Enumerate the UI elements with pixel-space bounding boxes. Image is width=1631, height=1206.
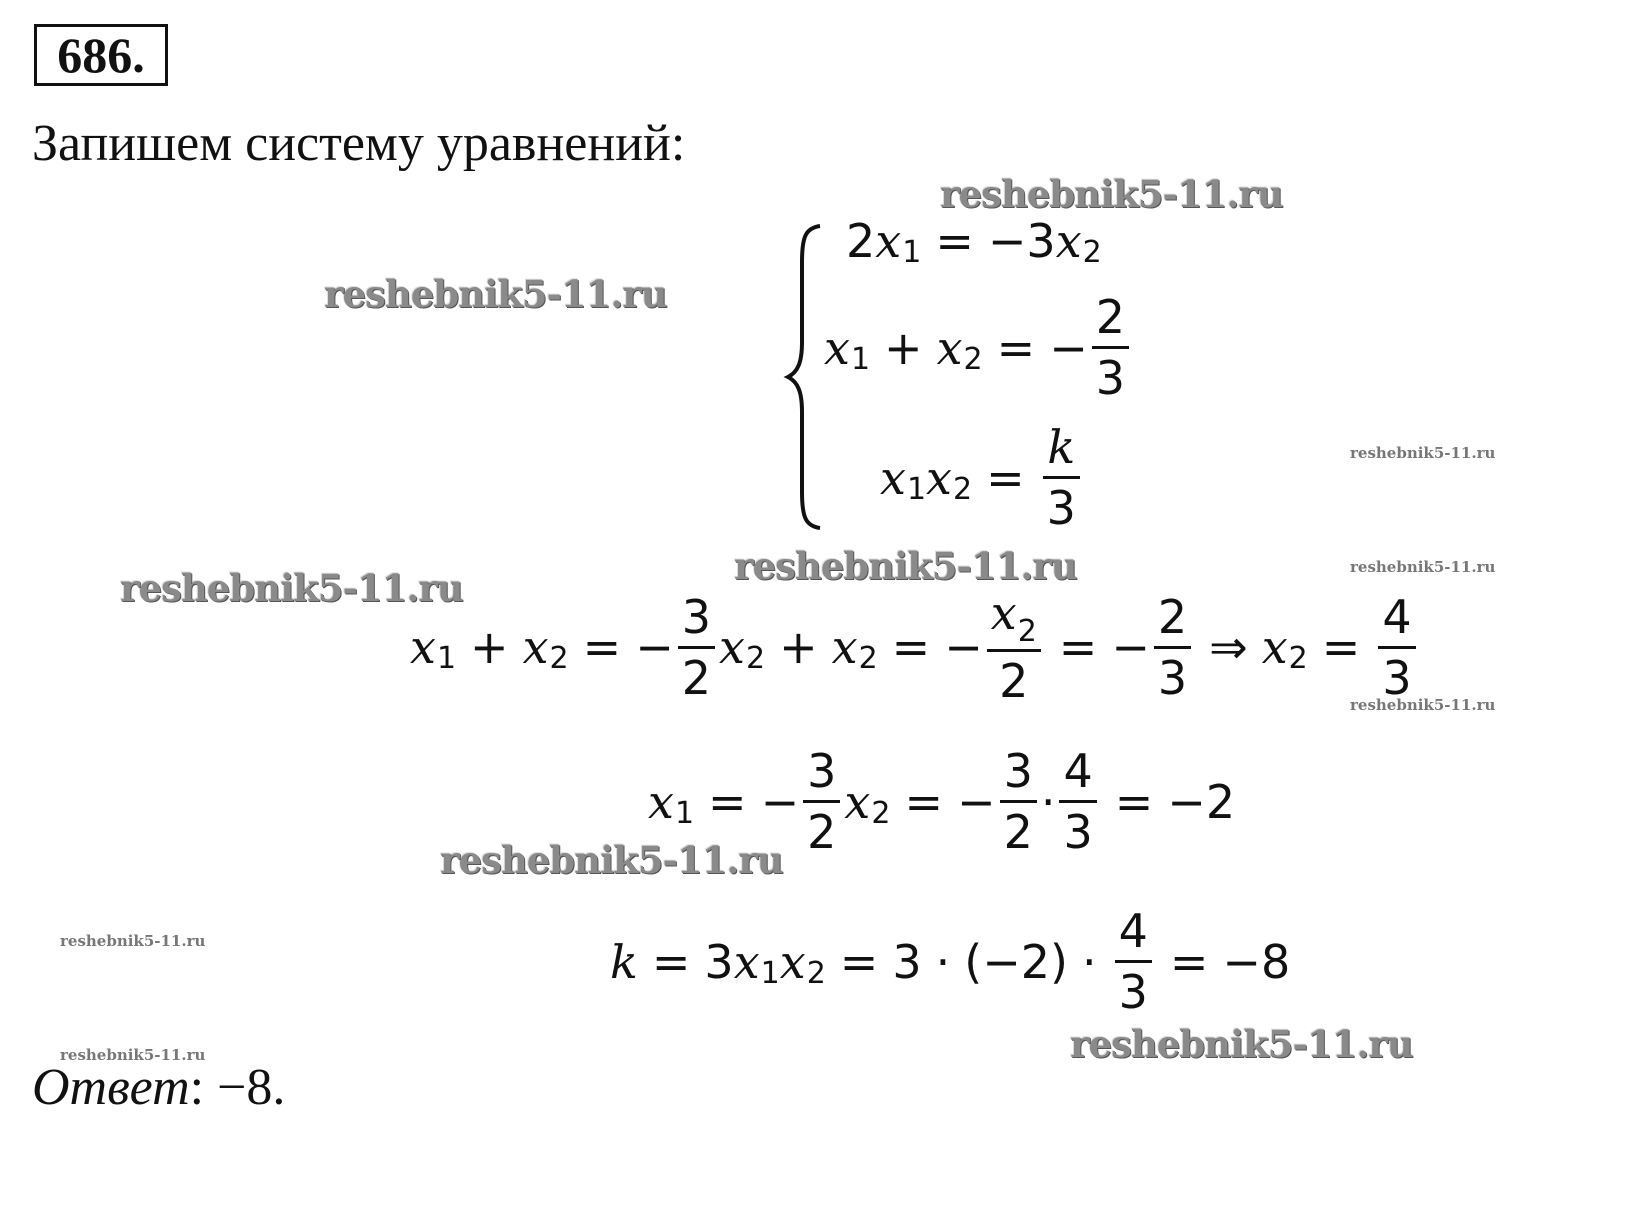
fraction: $\frac{4}{3}$ [1115,902,1152,1021]
intro-text: Запишем систему уравнений: [32,115,686,172]
fraction: $\frac{3}{2}$ [678,588,715,707]
watermark: reshebnik5-11.ru [1350,696,1496,714]
fraction: $\frac{k}{3}$ [1043,418,1080,537]
watermark: reshebnik5-11.ru [1070,1022,1413,1066]
fraction: $\frac{4}{3}$ [1378,588,1415,707]
answer-label: Ответ [32,1059,190,1116]
system-equation-1: 2 x 1 = −3 x 2 [846,214,1102,270]
watermark: reshebnik5-11.ru [1350,558,1496,576]
watermark: reshebnik5-11.ru [734,544,1077,588]
fraction: $\frac{2}{3}$ [1154,588,1191,707]
watermark: reshebnik5-11.ru [940,172,1283,216]
fraction: $\frac{2}{3}$ [1092,288,1129,407]
fraction: $\frac{3}{2}$ [803,742,840,861]
solution-line-2: x 1 = − $\frac{3}{2}$ x 2 = − $\frac{3}{2}$ · $\frac{4}{3}$ = −2 [648,744,1236,859]
solution-line-1: x 1 + x 2 = − $\frac{3}{2}$ x 2 + x 2 = − $\frac{x_2}{2}$ = − $\frac{2}{3}$ ⇒ x 2 = $\frac{4}{3}$ [410,584,1420,710]
fraction: $\frac{4}{3}$ [1059,742,1096,861]
watermark: reshebnik5-11.ru [60,932,206,950]
watermark: reshebnik5-11.ru [440,838,783,882]
system-equation-2: x 1 + x 2 = − $\frac{2}{3}$ [824,288,1133,407]
solution-line-3: k = 3 x 1 x 2 = 3 · (−2) · $\frac{4}{3}$ = −8 [610,904,1291,1019]
system-equation-3: x 1 x 2 = $\frac{k}{3}$ [880,418,1084,537]
system-brace [782,222,822,532]
watermark: reshebnik5-11.ru [1350,444,1496,462]
fraction: $\frac{x_2}{2}$ [987,584,1041,710]
problem-number: 686. [34,24,168,86]
watermark: reshebnik5-11.ru [120,566,463,610]
answer-value: : −8. [189,1059,286,1116]
fraction: $\frac{3}{2}$ [1000,742,1037,861]
watermark: reshebnik5-11.ru [60,1046,206,1064]
answer [32,1058,285,1117]
watermark: reshebnik5-11.ru [324,272,667,316]
